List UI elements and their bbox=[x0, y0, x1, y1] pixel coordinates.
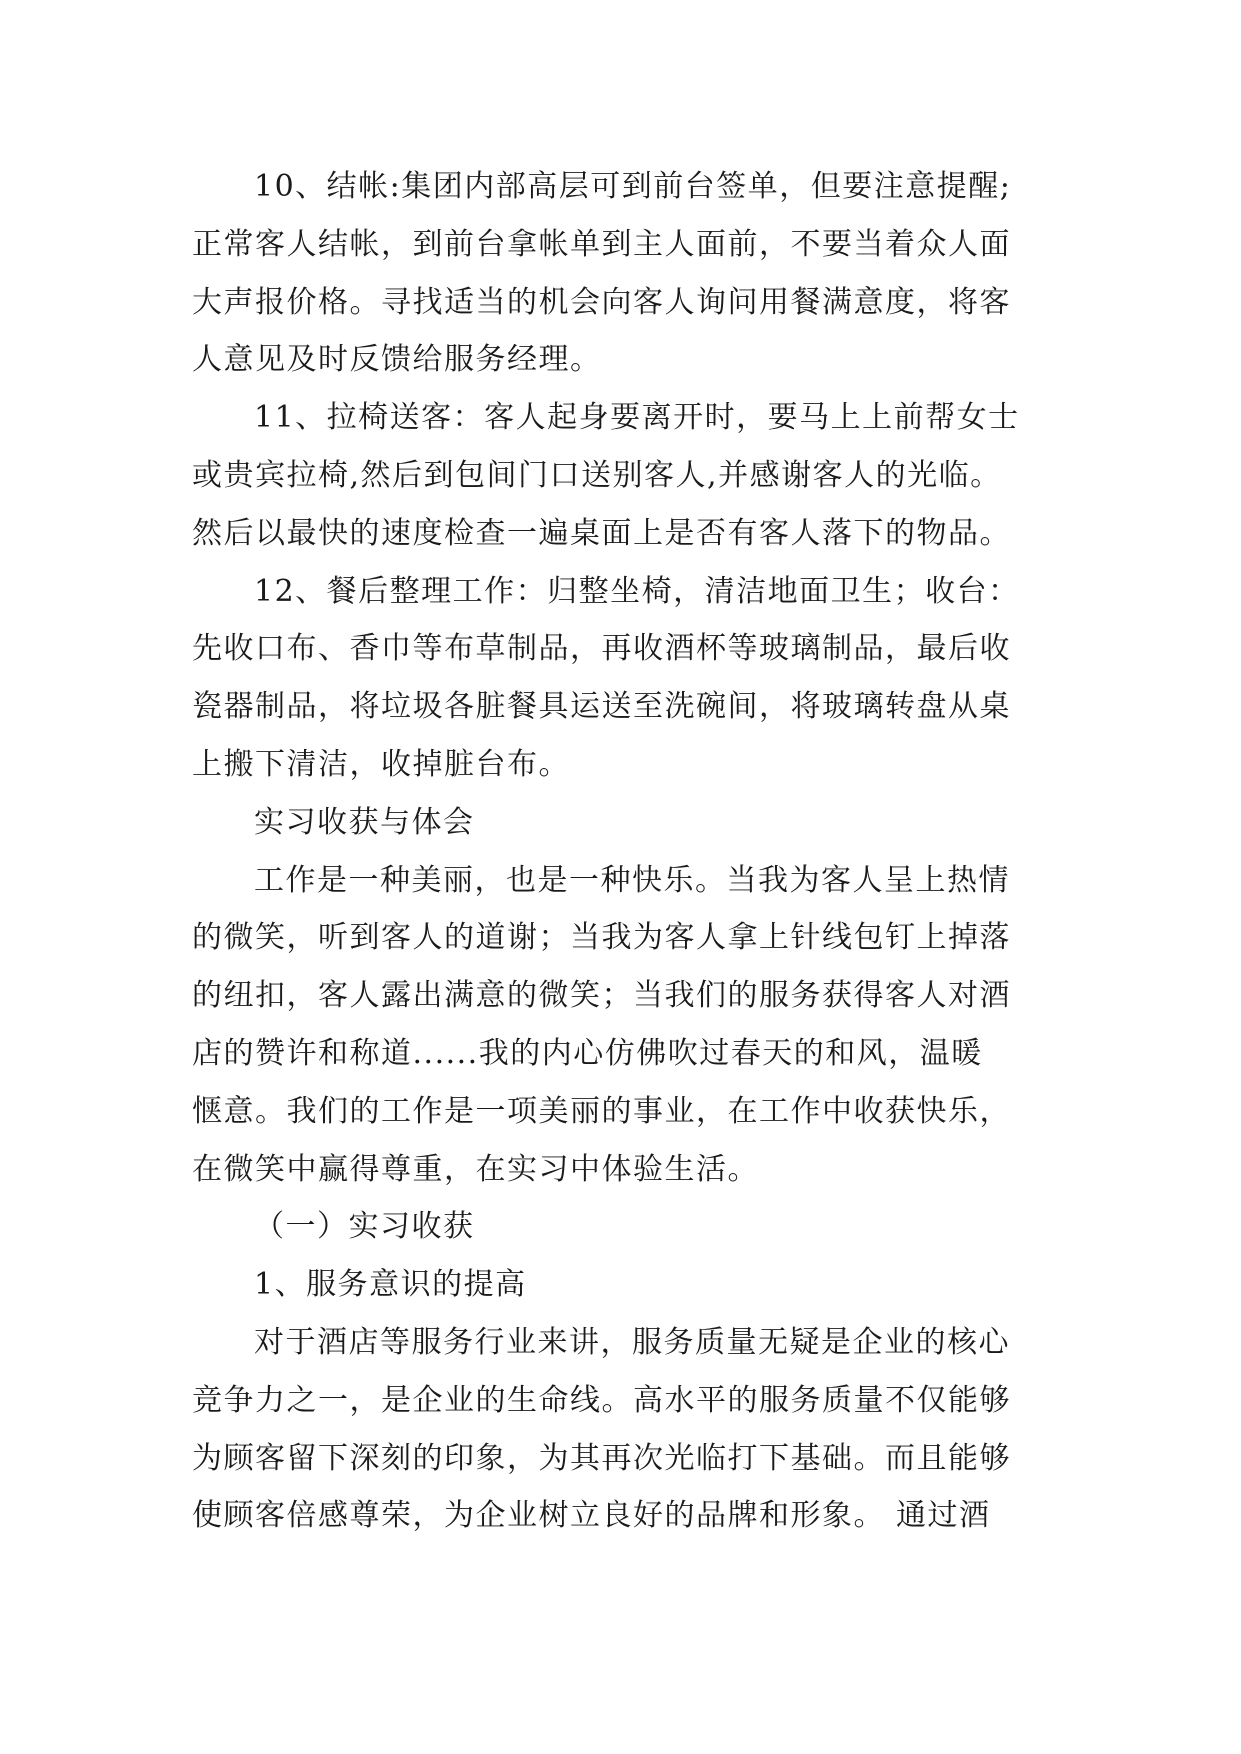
text-line: 12、餐后整理工作：归整坐椅，清洁地面卫生；收台： bbox=[254, 573, 1020, 609]
text-line: 惬意。我们的工作是一项美丽的事业，在工作中收获快乐， bbox=[192, 1093, 1011, 1129]
para-service-quality bbox=[192, 1314, 1052, 1545]
text-line: 先收口布、香巾等布草制品，再收酒杯等玻璃制品，最后收 bbox=[192, 631, 1011, 667]
text-line: 使顾客倍感尊荣，为企业树立良好的品牌和形象。 通过酒 bbox=[192, 1498, 991, 1534]
text-line: 11、拉椅送客：客人起身要离开时，要马上上前帮女士 bbox=[254, 400, 1020, 436]
text-line: 店的赞许和称道......我的内心仿佛吹过春天的和风，温暖 bbox=[192, 1035, 983, 1071]
text-line: 大声报价格。寻找适当的机会向客人询问用餐满意度，将客 bbox=[192, 284, 1011, 320]
text-line: 的纽扣，客人露出满意的微笑；当我们的服务获得客人对酒 bbox=[192, 978, 1011, 1014]
text-line: 为顾客留下深刻的印象，为其再次光临打下基础。而且能够 bbox=[192, 1440, 1011, 1476]
text-line: 实习收获与体会 bbox=[254, 804, 475, 840]
para-cleanup bbox=[192, 563, 1052, 794]
text-line: 对于酒店等服务行业来讲，服务质量无疑是企业的核心 bbox=[254, 1324, 1010, 1360]
text-line: 瓷器制品，将垃圾各脏餐具运送至洗碗间，将玻璃转盘从桌 bbox=[192, 689, 1011, 725]
text-line: 然后以最快的速度检查一遍桌面上是否有客人落下的物品。 bbox=[192, 515, 1011, 551]
text-line: 10、结帐:集团内部高层可到前台签单，但要注意提醒; bbox=[254, 169, 1012, 204]
text-line: 的微笑，听到客人的道谢；当我为客人拿上针线包钉上掉落 bbox=[192, 920, 1011, 956]
subheading-service-awareness bbox=[192, 1256, 1052, 1314]
text-line: 正常客人结帐，到前台拿帐单到主人面前，不要当着众人面 bbox=[192, 226, 1011, 262]
subheading-internship-gains bbox=[192, 1198, 1052, 1256]
text-line: 工作是一种美丽，也是一种快乐。当我为客人呈上热情 bbox=[254, 862, 1010, 898]
text-line: 上搬下清洁，收掉脏台布。 bbox=[192, 746, 570, 782]
document-body bbox=[192, 158, 1052, 1545]
para-work-beauty bbox=[192, 852, 1052, 1199]
text-line: 或贵宾拉椅,然后到包间门口送别客人,并感谢客人的光临。 bbox=[192, 457, 1002, 493]
text-line: 1、服务意识的提高 bbox=[254, 1267, 527, 1303]
para-seeing-off bbox=[192, 389, 1052, 562]
para-checkout bbox=[192, 158, 1052, 389]
heading-gains bbox=[192, 794, 1052, 852]
text-line: （一）实习收获 bbox=[254, 1209, 475, 1245]
text-line: 人意见及时反馈给服务经理。 bbox=[192, 342, 602, 378]
text-line: 在微笑中赢得尊重，在实习中体验生活。 bbox=[192, 1151, 759, 1187]
text-line: 竞争力之一，是企业的生命线。高水平的服务质量不仅能够 bbox=[192, 1382, 1011, 1418]
